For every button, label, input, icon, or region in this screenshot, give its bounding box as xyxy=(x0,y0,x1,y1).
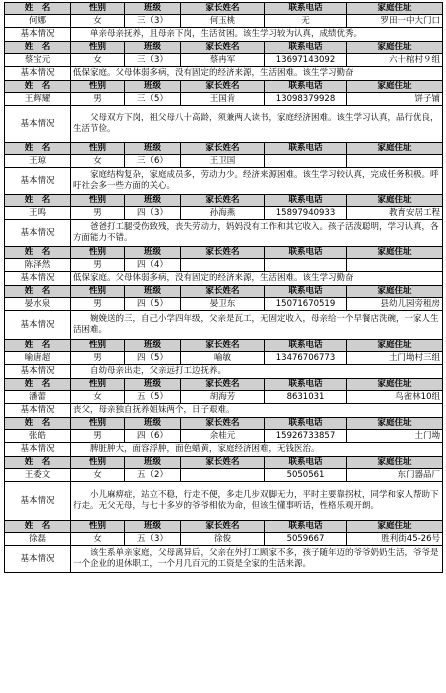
student-row xyxy=(5,259,443,272)
student-gender: 女 xyxy=(71,155,125,168)
header-address: 家庭住址 xyxy=(347,379,443,391)
student-phone: 无 xyxy=(265,15,347,28)
student-class: 四（6） xyxy=(125,430,181,443)
header-name: 姓 名 xyxy=(5,340,71,352)
student-address: 教育安居工程 xyxy=(347,207,443,220)
student-info-row xyxy=(5,28,443,42)
header-class: 班级 xyxy=(125,457,181,469)
info-text: 该生系单亲家庭，父母离异后，父亲在外打工顾家不多，孩子随年迈的爷爷奶奶生活，爷爷是一个企业的退休职工，一个月几百元的工资是全家的生活来源。 xyxy=(71,546,443,573)
student-parent: 何玉桃 xyxy=(181,15,265,28)
header-phone: 联系电话 xyxy=(265,286,347,298)
header-gender: 性别 xyxy=(71,379,125,391)
header-row xyxy=(5,286,443,298)
student-class: 五（5） xyxy=(125,391,181,404)
header-phone: 联系电话 xyxy=(265,379,347,391)
student-phone: 15071670519 xyxy=(265,298,347,311)
header-parent: 家长姓名 xyxy=(181,286,265,298)
header-gender: 性别 xyxy=(71,143,125,155)
header-gender: 性别 xyxy=(71,286,125,298)
student-address: 罗田一中大门口 xyxy=(347,15,443,28)
header-address: 家庭住址 xyxy=(347,143,443,155)
info-text: 低保家庭。父母体弱多病，没有固定的经济来源，生活困难。该生学习勤奋 xyxy=(71,67,443,81)
header-row xyxy=(5,418,443,430)
header-gender: 性别 xyxy=(71,195,125,207)
student-row xyxy=(5,533,443,546)
student-parent: 孙海燕 xyxy=(181,207,265,220)
student-phone: 13697143092 xyxy=(265,54,347,67)
header-gender: 性别 xyxy=(71,418,125,430)
student-gender: 女 xyxy=(71,533,125,546)
student-gender: 女 xyxy=(71,469,125,482)
header-address: 家庭住址 xyxy=(347,3,443,15)
student-info-row xyxy=(5,311,443,340)
student-name: 晏水泉 xyxy=(5,298,71,311)
student-info-row xyxy=(5,106,443,143)
student-class: 三（3） xyxy=(125,15,181,28)
header-phone: 联系电话 xyxy=(265,195,347,207)
student-row xyxy=(5,352,443,365)
info-text: 自幼母亲出走，父亲远打工边抚养。 xyxy=(71,365,443,379)
header-row xyxy=(5,457,443,469)
header-address: 家庭住址 xyxy=(347,418,443,430)
student-address: 六十棺村９组 xyxy=(347,54,443,67)
header-row xyxy=(5,81,443,93)
info-label: 基本情况 xyxy=(5,404,71,418)
student-parent: 王卫国 xyxy=(181,155,265,168)
header-parent: 家长姓名 xyxy=(181,340,265,352)
info-label: 基本情况 xyxy=(5,220,71,247)
header-phone: 联系电话 xyxy=(265,247,347,259)
student-address xyxy=(347,259,443,272)
header-row xyxy=(5,340,443,352)
header-class: 班级 xyxy=(125,340,181,352)
info-text: 丧父，母亲独自抚养姐妹两个，日子艰难。 xyxy=(71,404,443,418)
info-label: 基本情况 xyxy=(5,272,71,286)
header-row xyxy=(5,195,443,207)
header-parent: 家长姓名 xyxy=(181,418,265,430)
header-phone: 联系电话 xyxy=(265,521,347,533)
student-phone: 8631031 xyxy=(265,391,347,404)
student-parent xyxy=(181,469,265,482)
student-name: 王辉耀 xyxy=(5,93,71,106)
header-gender: 性别 xyxy=(71,3,125,15)
student-phone: 5050561 xyxy=(265,469,347,482)
student-table-body xyxy=(5,3,443,573)
info-text: 低保家庭。父母体弱多病，没有固定的经济来源，生活困难。该生学习勤奋 xyxy=(71,272,443,286)
header-name: 姓 名 xyxy=(5,247,71,259)
header-gender: 性别 xyxy=(71,457,125,469)
header-address: 家庭住址 xyxy=(347,286,443,298)
student-phone: 13098379928 xyxy=(265,93,347,106)
student-phone xyxy=(265,259,347,272)
header-row xyxy=(5,3,443,15)
student-parent: 余桂元 xyxy=(181,430,265,443)
info-label: 基本情况 xyxy=(5,67,71,81)
student-class: 三（3） xyxy=(125,54,181,67)
student-name: 蔡宝元 xyxy=(5,54,71,67)
student-name: 王鸣 xyxy=(5,207,71,220)
student-gender: 男 xyxy=(71,298,125,311)
header-name: 姓 名 xyxy=(5,418,71,430)
student-address: 饼子铺 xyxy=(347,93,443,106)
header-class: 班级 xyxy=(125,42,181,54)
student-row xyxy=(5,207,443,220)
header-address: 家庭住址 xyxy=(347,340,443,352)
student-address: 胜利街45-26号 xyxy=(347,533,443,546)
student-gender: 男 xyxy=(71,259,125,272)
header-phone: 联系电话 xyxy=(265,3,347,15)
student-name: 王委文 xyxy=(5,469,71,482)
header-phone: 联系电话 xyxy=(265,143,347,155)
header-name: 姓 名 xyxy=(5,286,71,298)
student-gender: 男 xyxy=(71,207,125,220)
student-table xyxy=(4,2,443,573)
header-phone: 联系电话 xyxy=(265,340,347,352)
student-gender: 女 xyxy=(71,15,125,28)
student-gender: 男 xyxy=(71,352,125,365)
student-parent: 晏卫东 xyxy=(181,298,265,311)
student-info-row xyxy=(5,546,443,573)
student-name: 潘蕾 xyxy=(5,391,71,404)
header-gender: 性别 xyxy=(71,521,125,533)
header-address: 家庭住址 xyxy=(347,81,443,93)
student-name: 陈泽然 xyxy=(5,259,71,272)
student-class: 四（3） xyxy=(125,207,181,220)
header-parent: 家长姓名 xyxy=(181,42,265,54)
student-address: 东门器品厂 xyxy=(347,469,443,482)
info-text: 婉娩送的三，自己小学四年级，父亲是瓦工，无固定收入，母亲给一个早餐店洗碗，一家人生活困难。 xyxy=(71,311,443,340)
student-gender: 女 xyxy=(71,391,125,404)
student-gender: 女 xyxy=(71,54,125,67)
header-parent: 家长姓名 xyxy=(181,81,265,93)
header-class: 班级 xyxy=(125,286,181,298)
student-address: 土门坳村三组 xyxy=(347,352,443,365)
student-class: 四（4） xyxy=(125,259,181,272)
student-phone: 13476706773 xyxy=(265,352,347,365)
header-parent: 家长姓名 xyxy=(181,3,265,15)
student-parent: 王国肯 xyxy=(181,93,265,106)
header-row xyxy=(5,143,443,155)
header-gender: 性别 xyxy=(71,42,125,54)
header-class: 班级 xyxy=(125,379,181,391)
header-gender: 性别 xyxy=(71,81,125,93)
info-label: 基本情况 xyxy=(5,365,71,379)
student-name: 张皓 xyxy=(5,430,71,443)
info-text: 父母双方下岗，祖父母八十高龄，须兼两人读书，家庭经济困难。该生学习认真，品行优良，生活节俭。 xyxy=(71,106,443,143)
student-row xyxy=(5,469,443,482)
student-name: 王琼 xyxy=(5,155,71,168)
student-parent: 喻敏 xyxy=(181,352,265,365)
header-phone: 联系电话 xyxy=(265,81,347,93)
info-label: 基本情况 xyxy=(5,546,71,573)
student-row xyxy=(5,155,443,168)
header-address: 家庭住址 xyxy=(347,42,443,54)
student-info-row xyxy=(5,220,443,247)
header-phone: 联系电话 xyxy=(265,457,347,469)
info-label: 基本情况 xyxy=(5,482,71,521)
header-class: 班级 xyxy=(125,143,181,155)
header-parent: 家长姓名 xyxy=(181,143,265,155)
header-class: 班级 xyxy=(125,81,181,93)
student-phone: 15897940933 xyxy=(265,207,347,220)
student-class: 四（5） xyxy=(125,352,181,365)
header-row xyxy=(5,42,443,54)
header-class: 班级 xyxy=(125,195,181,207)
student-parent: 蔡冉军 xyxy=(181,54,265,67)
student-class: 三（5） xyxy=(125,93,181,106)
header-name: 姓 名 xyxy=(5,3,71,15)
student-row xyxy=(5,298,443,311)
student-phone: 5059667 xyxy=(265,533,347,546)
student-address: 县幼儿园旁租房 xyxy=(347,298,443,311)
student-info-row xyxy=(5,404,443,418)
student-phone: 15926733857 xyxy=(265,430,347,443)
header-parent: 家长姓名 xyxy=(181,195,265,207)
header-gender: 性别 xyxy=(71,247,125,259)
header-class: 班级 xyxy=(125,418,181,430)
student-name: 何娜 xyxy=(5,15,71,28)
student-info-row xyxy=(5,482,443,521)
header-class: 班级 xyxy=(125,247,181,259)
header-name: 姓 名 xyxy=(5,81,71,93)
student-row xyxy=(5,54,443,67)
student-row xyxy=(5,391,443,404)
header-name: 姓 名 xyxy=(5,521,71,533)
student-info-row xyxy=(5,272,443,286)
student-class: 五（2） xyxy=(125,469,181,482)
student-class: 四（5） xyxy=(125,298,181,311)
student-parent xyxy=(181,259,265,272)
info-text: 小儿麻痹症，站立不稳，行走不便，多走几步双脚无力，平时主要靠拐杖，同学和家人帮助下行走。无父无母，与七十多岁的爷爷相依为命，但该生懂事听话，性格乐观开朗。 xyxy=(71,482,443,521)
info-label: 基本情况 xyxy=(5,28,71,42)
header-row xyxy=(5,521,443,533)
header-phone: 联系电话 xyxy=(265,418,347,430)
header-parent: 家长姓名 xyxy=(181,521,265,533)
header-class: 班级 xyxy=(125,521,181,533)
student-parent: 胡海芳 xyxy=(181,391,265,404)
header-address: 家庭住址 xyxy=(347,521,443,533)
info-text: 单亲母亲抚养，且母亲下岗，生活贫困。该生学习较为认真，成绩优秀。 xyxy=(71,28,443,42)
header-phone: 联系电话 xyxy=(265,42,347,54)
header-name: 姓 名 xyxy=(5,195,71,207)
header-class: 班级 xyxy=(125,3,181,15)
info-text: 爸爸打工腿受伤致残，丧失劳动力，妈妈没有工作和其它收入。孩子活泼聪明，学习认真，各方面能力不错。 xyxy=(71,220,443,247)
header-name: 姓 名 xyxy=(5,143,71,155)
header-row xyxy=(5,379,443,391)
student-info-row xyxy=(5,443,443,457)
student-gender: 男 xyxy=(71,93,125,106)
info-label: 基本情况 xyxy=(5,168,71,195)
header-address: 家庭住址 xyxy=(347,195,443,207)
student-phone xyxy=(265,155,347,168)
info-text: 家庭结构复杂，家庭成员多，劳动力少。经济来源困难。该生学习较认真，完成任务积极。呼吁社会多一些方面的关心。 xyxy=(71,168,443,195)
info-label: 基本情况 xyxy=(5,443,71,457)
student-address: 土门坳 xyxy=(347,430,443,443)
student-row xyxy=(5,93,443,106)
student-info-row xyxy=(5,67,443,81)
header-parent: 家长姓名 xyxy=(181,379,265,391)
student-row xyxy=(5,15,443,28)
student-info-sheet xyxy=(4,2,442,573)
header-address: 家庭住址 xyxy=(347,457,443,469)
student-parent: 徐俊 xyxy=(181,533,265,546)
header-parent: 家长姓名 xyxy=(181,247,265,259)
student-class: 三（6） xyxy=(125,155,181,168)
info-text: 脾脏肿大，面容浮肿，面色蜡黄，家庭经济困难，无钱医治。 xyxy=(71,443,443,457)
header-name: 姓 名 xyxy=(5,42,71,54)
student-name: 喻唐超 xyxy=(5,352,71,365)
header-row xyxy=(5,247,443,259)
header-parent: 家长姓名 xyxy=(181,457,265,469)
student-info-row xyxy=(5,168,443,195)
info-label: 基本情况 xyxy=(5,311,71,340)
student-address xyxy=(347,155,443,168)
student-row xyxy=(5,430,443,443)
student-name: 徐磊 xyxy=(5,533,71,546)
student-gender: 男 xyxy=(71,430,125,443)
student-info-row xyxy=(5,365,443,379)
info-label: 基本情况 xyxy=(5,106,71,143)
student-address: 鸟雀林10组 xyxy=(347,391,443,404)
header-name: 姓 名 xyxy=(5,379,71,391)
header-gender: 性别 xyxy=(71,340,125,352)
header-address: 家庭住址 xyxy=(347,247,443,259)
header-name: 姓 名 xyxy=(5,457,71,469)
student-class: 五（3） xyxy=(125,533,181,546)
